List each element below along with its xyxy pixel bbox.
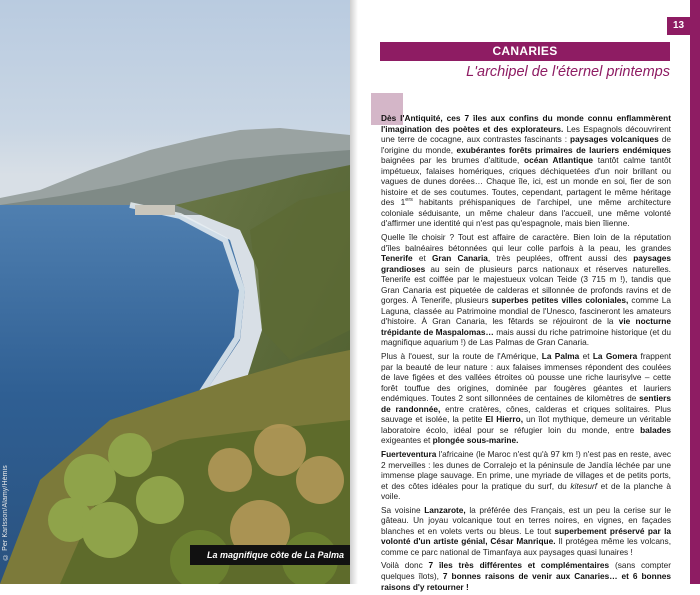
text-run: et [579, 351, 593, 362]
text-run: baignées par les brumes d'altitude, [381, 155, 525, 166]
photo-credit: © Per Karlsson/Alamy/Hémis [2, 465, 9, 560]
text-run: El Hierro, [485, 414, 524, 425]
text-run: sentiers de randonnée, [381, 393, 671, 414]
paragraph-tenerife-gran-canaria [381, 232, 671, 348]
text-run: au sein de plusieurs parcs nationaux et réserves naturelles. Tenerife est coiffée par le majestueux volcan Teide (3 715 m !), tandis que Gran Canaria est piquetée de calderas et sillonnée de profonds ravins et de gorges. À Tenerife, plusieurs [381, 263, 671, 306]
text-run: entre cratères, cônes, calderas et criques solitaires. Plus sauvage et isolée, la petite [381, 403, 671, 425]
text-run: kitesurf [570, 480, 598, 491]
text-run: La Gomera [592, 351, 638, 362]
text-run: mais aussi du riche patrimoine historique (et du magnifique aquarium !) de Las Palmas de Gran Canaria. [381, 326, 671, 348]
text-run: exigeantes et [381, 435, 433, 446]
page-number: 13 [667, 17, 690, 35]
text-run: Lanzarote, [424, 504, 466, 515]
text-run: Sa voisine [381, 504, 425, 515]
text-run: Quelle île choisir ? Tout est affaire de caractère. Bien loin de la réputation d'îles balnéaires bétonnées qui leur colle parfois à la peau, les grandes [381, 232, 671, 253]
text-run: 7 îles très différentes et complémentaires [428, 560, 610, 571]
page-edge-band [690, 0, 700, 584]
text-run: frappent par la beauté de leur nature : aux falaises immenses répondent des coulées de lave figées et des vallées étroites où pousse une riche laurisylve – cette forêt touffue des origines, dominée par fougères géantes et lauriers endémiques. Toutes 2 sont sillonnées de centaines de kilomètres de [381, 351, 671, 404]
text-run: Plus à l'ouest, sur la route de l'Amérique, [381, 351, 542, 362]
text-run: habitants préhispaniques de l'archipel, une même architecture coloniale séduisante, un même chaleur dans l'accueil, une même volonté d'affirmer une identité qui n'est pas qu'espagnole, mais bien îlienne. [381, 197, 671, 229]
paragraph-la-palma-la-gomera [381, 351, 671, 446]
text-run: paysages volcaniques [570, 134, 659, 145]
text-run: et de la planche à voile. [381, 480, 671, 502]
chapter-subtitle: L'archipel de l'éternel printemps [466, 64, 670, 80]
text-run: Voilà donc [381, 560, 429, 571]
text-run: océan Atlantique [524, 155, 594, 166]
text-run: 7 bonnes raisons de venir aux Canaries… et 6 bonnes raisons d'y retourner ! [381, 570, 671, 592]
paragraph-fuerteventura [381, 449, 671, 502]
coast-photo [0, 0, 350, 584]
text-run: l'africaine (le Maroc n'est qu'à 97 km !) n'est pas en reste, avec 2 merveilles : les dunes de Corralejo et la péninsule de Jandía léchée par une immense plage sauvage. En prime, une myriade de villages et de petits ports, et des côtes idéales pour la pratique du surf, du [381, 448, 671, 491]
paragraph-conclusion [381, 560, 671, 592]
text-run: Gran Canaria [431, 253, 488, 264]
page-gutter [350, 0, 358, 584]
text-run: exubérantes forêts primaires de lauriers endémiques [456, 144, 672, 155]
text-run: (sans compter quelques îlots), [381, 560, 671, 581]
text-run: Tenerife [381, 253, 413, 264]
photo-caption: La magnifique côte de La Palma [190, 545, 350, 565]
paragraph-intro [381, 113, 671, 229]
text-run: tantôt calme tantôt impétueux, falaises homériques, criques déchiquetées d'un noir brillant ou vagues de dunes dorées… Chaque île, ici, est un monde en soi, fier de son histoire et de ses coutumes. Toutes, cependant, partagent le même héritage des 1 [381, 155, 671, 208]
text-run: Il protégea même les volcans, comme ce parc national de Timanfaya aux paysages quasi lunaires ! [381, 536, 671, 557]
text-run: un îlot mythique, demeure un véritable laboratoire écolo, idéal pour se réfugier loin du monde, entre [381, 414, 672, 435]
text-run: ers [405, 197, 413, 204]
text-run: la préférée des Français, est un peu la cerise sur le gâteau. Un joyau volcanique tout en terres noires, en vignes, en façades blanches et en volets verts ou bleus. Le tout [381, 504, 671, 536]
paragraph-lanzarote [381, 505, 671, 558]
text-run: et [412, 253, 432, 264]
text-run: Les Espagnols découvrirent une terre de cocagne, aux contrastes fascinants : [381, 123, 671, 145]
text-run: , très peuplées, offrent aussi des [487, 253, 634, 264]
text-run: de l'origine du monde, [381, 134, 671, 155]
text-run: superbement préservé par la volonté d'un artiste génial, César Manrique. [381, 525, 671, 547]
text-run: vie nocturne trépidante de Maspalomas… [381, 316, 671, 337]
text-run: Dès l'Antiquité, ces 7 îles aux confins du monde connu enflammèrent l'imagination des poètes et des explorateurs. [381, 113, 671, 134]
text-run: plongée sous-marine. [432, 435, 519, 446]
text-run: comme La Laguna, classée au Patrimoine mondial de l'Unesco, fascineront les amateurs d'histoire. À Gran Canaria, les fêtards se réjouiront de la [381, 295, 671, 327]
chapter-title: CANARIES [380, 42, 670, 61]
text-run: La Palma [541, 351, 580, 362]
text-run: superbes petites villes coloniales, [491, 295, 629, 306]
article-body [381, 113, 671, 595]
text-run: paysages grandioses [381, 253, 672, 274]
text-run: Fuerteventura [381, 448, 437, 459]
la-palma-coast-illustration [0, 0, 350, 584]
text-run: balades [640, 424, 671, 435]
